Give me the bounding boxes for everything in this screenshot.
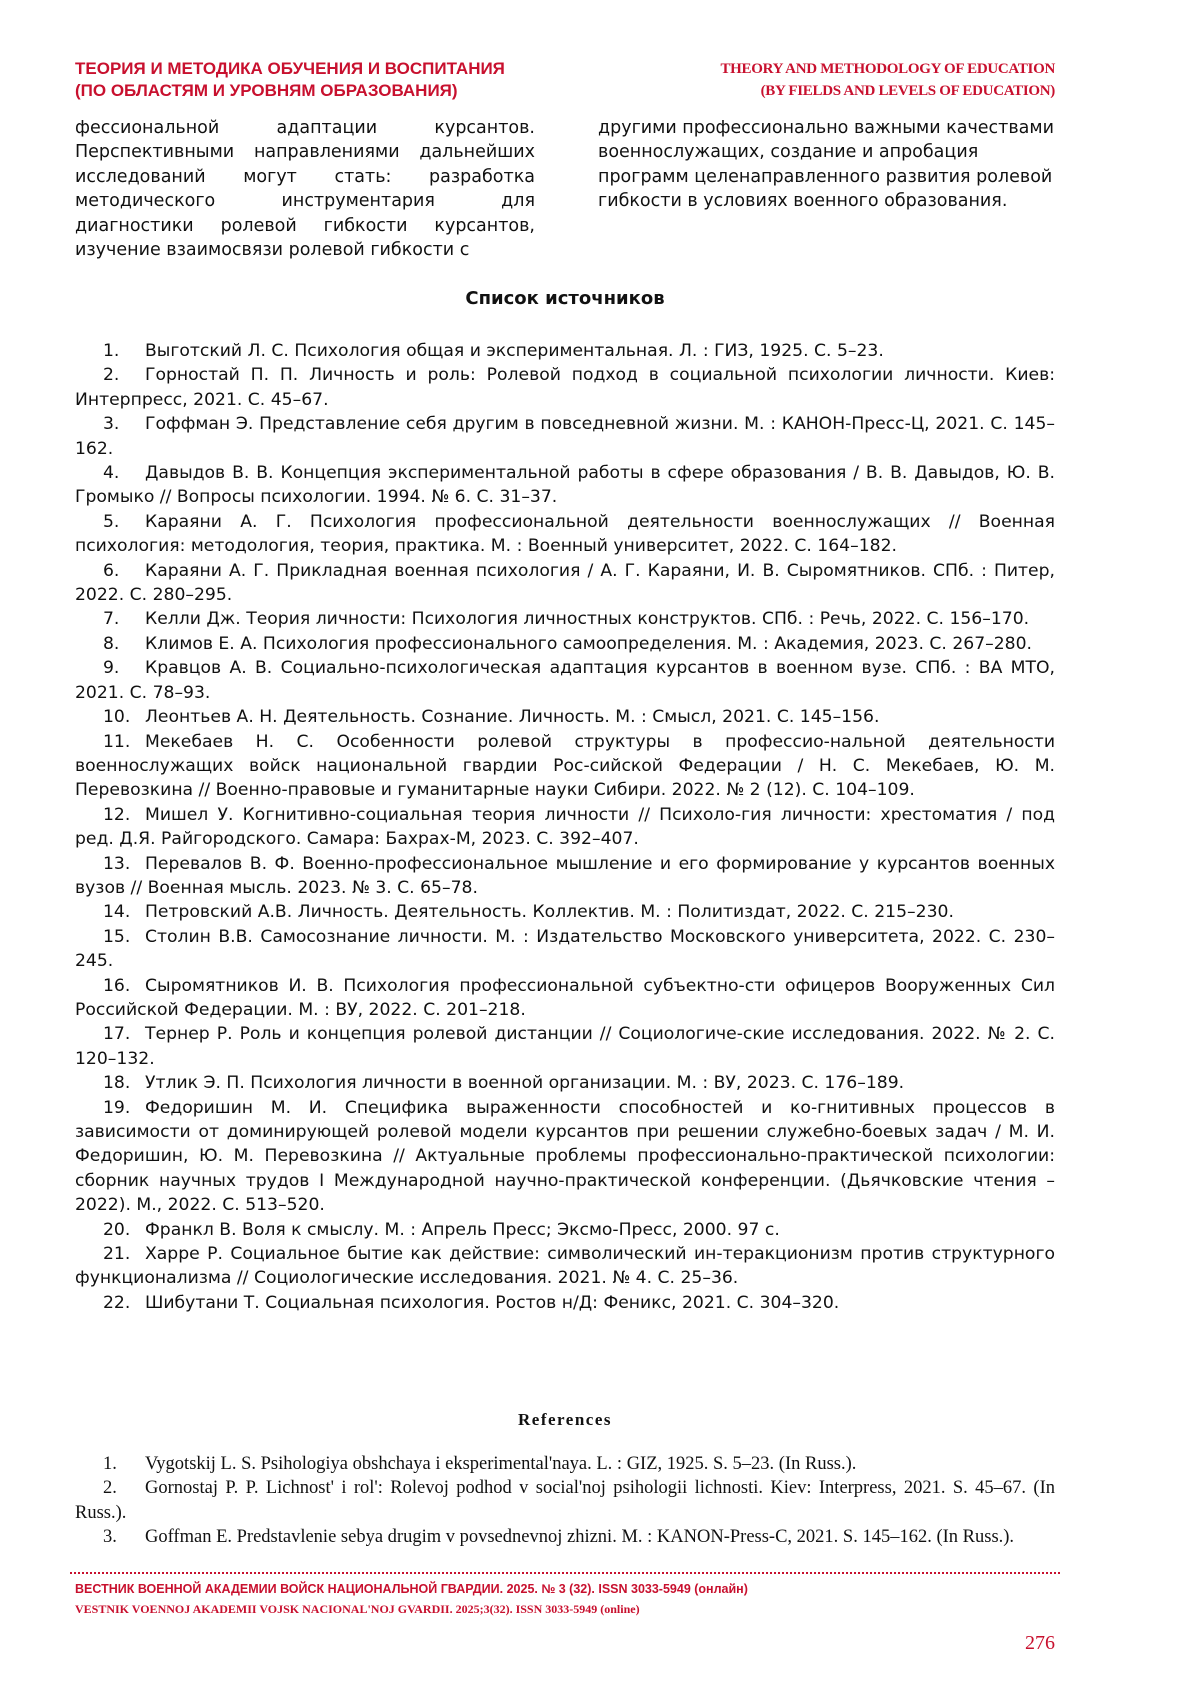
reference-number: 13. xyxy=(103,853,131,874)
reference-number: 20. xyxy=(103,1219,131,1240)
reference-number: 4. xyxy=(103,463,120,484)
reference-number: 11. xyxy=(103,731,131,752)
reference-number: 8. xyxy=(103,633,120,654)
reference-number: 2. xyxy=(103,365,120,386)
reference-item xyxy=(75,656,1055,705)
running-header-ru xyxy=(75,58,505,102)
reference-item xyxy=(75,1525,1055,1549)
reference-number: 1. xyxy=(103,341,120,361)
reference-number: 16. xyxy=(103,975,131,996)
reference-text: Мекебаев Н. С. Особенности ролевой структуры в профессио-нальной деятельности военнослужащих войск национальной гвардии Рос-сийской Федерации / Н. С. Мекебаев, Ю. М. Перевозкина // Военно-правовые и гуманитарные науки Сибири. 2022. № 2 (12). С. 104–109. xyxy=(75,731,1055,801)
reference-number: 10. xyxy=(103,707,131,728)
header-en-line-2: (BY FIELDS AND LEVELS OF EDUCATION) xyxy=(760,83,1055,99)
reference-text: Федоришин М. И. Специфика выраженности способностей и ко-гнитивных процессов в зависимости от доминирующей ролевой модели курсантов при решении служебно-боевых задач / М. И. Федоришин, Ю. М. Перевозкина // Актуальные проблемы профессионально-практической психологии: сборник научных трудов I Международной научно-практической конференции. (Дьячковские чтения – 2022). М., 2022. С. 513–520. xyxy=(75,1097,1055,1216)
reference-item xyxy=(75,900,1055,924)
reference-number: 3. xyxy=(103,1527,117,1548)
reference-number: 12. xyxy=(103,804,131,825)
reference-text: Сыромятников И. В. Психология профессиональной субъектно-сти офицеров Вооруженных Сил Российской Федерации. М. : ВУ, 2022. С. 201–218. xyxy=(75,975,1055,1020)
reference-number: 3. xyxy=(103,414,120,435)
reference-item xyxy=(75,1022,1055,1071)
reference-text: Перевалов В. Ф. Военно-профессиональное мышление и его формирование у курсантов военных вузов // Военная мысль. 2023. № 3. С. 65–78. xyxy=(75,853,1055,898)
body-column-left: фессиональной адаптации курсантов. Перспективными направлениями дальнейших исследований могут стать: разработка методического инструментария для диагностики ролевой гибкости курсантов, изучение взаимосвязи ролевой гибкости с xyxy=(75,118,535,261)
running-header-en xyxy=(720,58,1055,102)
reference-item xyxy=(75,1291,1055,1315)
reference-item xyxy=(75,1476,1055,1525)
reference-item xyxy=(75,705,1055,729)
body-column-right: другими профессионально важными качествами военнослужащих, создание и апробация программ целенаправленного развития ролевой гибкости в условиях военного образования. xyxy=(598,118,1054,212)
reference-number: 2. xyxy=(103,1478,117,1499)
footer-journal-ru: ВЕСТНИК ВОЕННОЙ АКАДЕМИИ ВОЙСК НАЦИОНАЛЬНОЙ ГВАРДИИ. 2025. № 3 (32). ISSN 3033-5949 (онлайн) xyxy=(75,1582,748,1596)
reference-text: Келли Дж. Теория личности: Психология личностных конструктов. СПб. : Речь, 2022. С. 156–170. xyxy=(145,609,1030,630)
reference-item xyxy=(75,339,1055,363)
reference-number: 14. xyxy=(103,902,131,923)
references-list xyxy=(75,1452,1055,1550)
footer-journal-en: VESTNIK VOENNOJ AKADEMII VOJSK NACIONAL'NOJ GVARDII. 2025;3(32). ISSN 3033-5949 (online) xyxy=(75,1602,640,1616)
reference-text: Харре Р. Социальное бытие как действие: символический ин-теракционизм против структурного функционализма // Социологические исследования. 2021. № 4. С. 25–36. xyxy=(75,1244,1055,1289)
reference-item xyxy=(75,1218,1055,1242)
reference-text: Утлик Э. П. Психология личности в военной организации. М. : ВУ, 2023. С. 176–189. xyxy=(145,1073,905,1094)
header-en-line-1: THEORY AND METHODOLOGY OF EDUCATION xyxy=(720,61,1055,77)
reference-item xyxy=(75,461,1055,510)
reference-item xyxy=(75,1242,1055,1291)
reference-item xyxy=(75,632,1055,656)
reference-item xyxy=(75,559,1055,608)
reference-item xyxy=(75,510,1055,559)
reference-number: 22. xyxy=(103,1292,131,1313)
reference-item xyxy=(75,925,1055,974)
reference-number: 5. xyxy=(103,511,120,532)
header-ru-line-1: ТЕОРИЯ И МЕТОДИКА ОБУЧЕНИЯ И ВОСПИТАНИЯ xyxy=(75,59,505,78)
reference-item xyxy=(75,1071,1055,1095)
reference-text: Караяни А. Г. Прикладная военная психология / А. Г. Караяни, И. В. Сыромятников. СПб. : Питер, 2022. С. 280–295. xyxy=(75,560,1055,606)
reference-item xyxy=(75,974,1055,1023)
reference-number: 15. xyxy=(103,926,131,947)
reference-text: Франкл В. Воля к смыслу. М. : Апрель Пресс; Эксмо-Пресс, 2000. 97 с. xyxy=(145,1219,780,1240)
reference-item xyxy=(75,1096,1055,1218)
reference-text: Vygotskij L. S. Psihologiya obshchaya i eksperimental'naya. L. : GIZ, 1925. S. 5–23. (In Russ.). xyxy=(145,1454,857,1474)
reference-item xyxy=(75,730,1055,803)
reference-number: 9. xyxy=(103,658,120,679)
sources-heading: Список источников xyxy=(465,288,665,309)
reference-item xyxy=(75,412,1055,461)
sources-list xyxy=(75,339,1055,1315)
reference-item xyxy=(75,803,1055,852)
reference-text: Столин В.В. Самосознание личности. М. : Издательство Московского университета, 2022. С. 230–245. xyxy=(75,926,1055,972)
reference-item xyxy=(75,363,1055,412)
reference-text: Горностай П. П. Личность и роль: Ролевой подход в социальной психологии личности. Киев: Интерпресс, 2021. С. 45–67. xyxy=(75,365,1055,410)
reference-number: 18. xyxy=(103,1073,131,1094)
reference-text: Тернер Р. Роль и концепция ролевой дистанции // Социологиче-ские исследования. 2022. № 2. С. 120–132. xyxy=(75,1024,1055,1069)
reference-number: 6. xyxy=(103,560,120,581)
reference-text: Петровский А.В. Личность. Деятельность. Коллектив. М. : Политиздат, 2022. С. 215–230. xyxy=(145,902,954,923)
reference-item xyxy=(75,852,1055,901)
reference-number: 7. xyxy=(103,609,120,630)
reference-number: 1. xyxy=(103,1454,117,1474)
reference-text: Gornostaj P. P. Lichnost' i rol': Rolevoj podhod v social'noj psihologii lichnosti. Kiev: Interpress, 2021. S. 45–67. (In Russ.). xyxy=(75,1478,1055,1523)
reference-text: Караяни А. Г. Психология профессиональной деятельности военнослужащих // Военная психология: методология, теория, практика. М. : Военный университет, 2022. С. 164–182. xyxy=(75,511,1055,557)
reference-text: Выготский Л. С. Психология общая и экспериментальная. Л. : ГИЗ, 1925. С. 5–23. xyxy=(145,341,884,361)
reference-number: 19. xyxy=(103,1097,131,1118)
reference-number: 21. xyxy=(103,1244,131,1265)
reference-text: Мишел У. Когнитивно-социальная теория личности // Психоло-гия личности: хрестоматия / под ред. Д.Я. Райгородского. Самара: Бахрах-М, 2023. С. 392–407. xyxy=(75,804,1055,850)
reference-item xyxy=(75,1452,1055,1476)
page-number: 276 xyxy=(1025,1632,1055,1654)
reference-text: Климов Е. А. Психология профессионального самоопределения. М. : Академия, 2023. С. 267–280. xyxy=(145,633,1033,654)
reference-text: Шибутани Т. Социальная психология. Ростов н/Д: Феникс, 2021. С. 304–320. xyxy=(145,1292,840,1313)
reference-text: Гоффман Э. Представление себя другим в повседневной жизни. М. : КАНОН-Пресс-Ц, 2021. С. 145–162. xyxy=(75,414,1055,459)
reference-text: Леонтьев А. Н. Деятельность. Сознание. Личность. М. : Смысл, 2021. С. 145–156. xyxy=(145,707,880,728)
reference-text: Кравцов А. В. Социально-психологическая адаптация курсантов в военном вузе. СПб. : ВА МТО, 2021. С. 78–93. xyxy=(75,658,1055,703)
reference-text: Goffman E. Predstavlenie sebya drugim v povsednevnoj zhizni. M. : KANON-Press-C, 2021. S. 145–162. (In Russ.). xyxy=(145,1527,1015,1548)
footer-divider xyxy=(70,1572,1060,1574)
header-ru-line-2: (ПО ОБЛАСТЯМ И УРОВНЯМ ОБРАЗОВАНИЯ) xyxy=(75,81,458,100)
reference-text: Давыдов В. В. Концепция экспериментальной работы в сфере образования / В. В. Давыдов, Ю. В. Громыко // Вопросы психологии. 1994. № 6. С. 31–37. xyxy=(75,463,1055,508)
reference-number: 17. xyxy=(103,1024,131,1045)
references-heading: References xyxy=(518,1410,612,1429)
reference-item xyxy=(75,607,1055,631)
